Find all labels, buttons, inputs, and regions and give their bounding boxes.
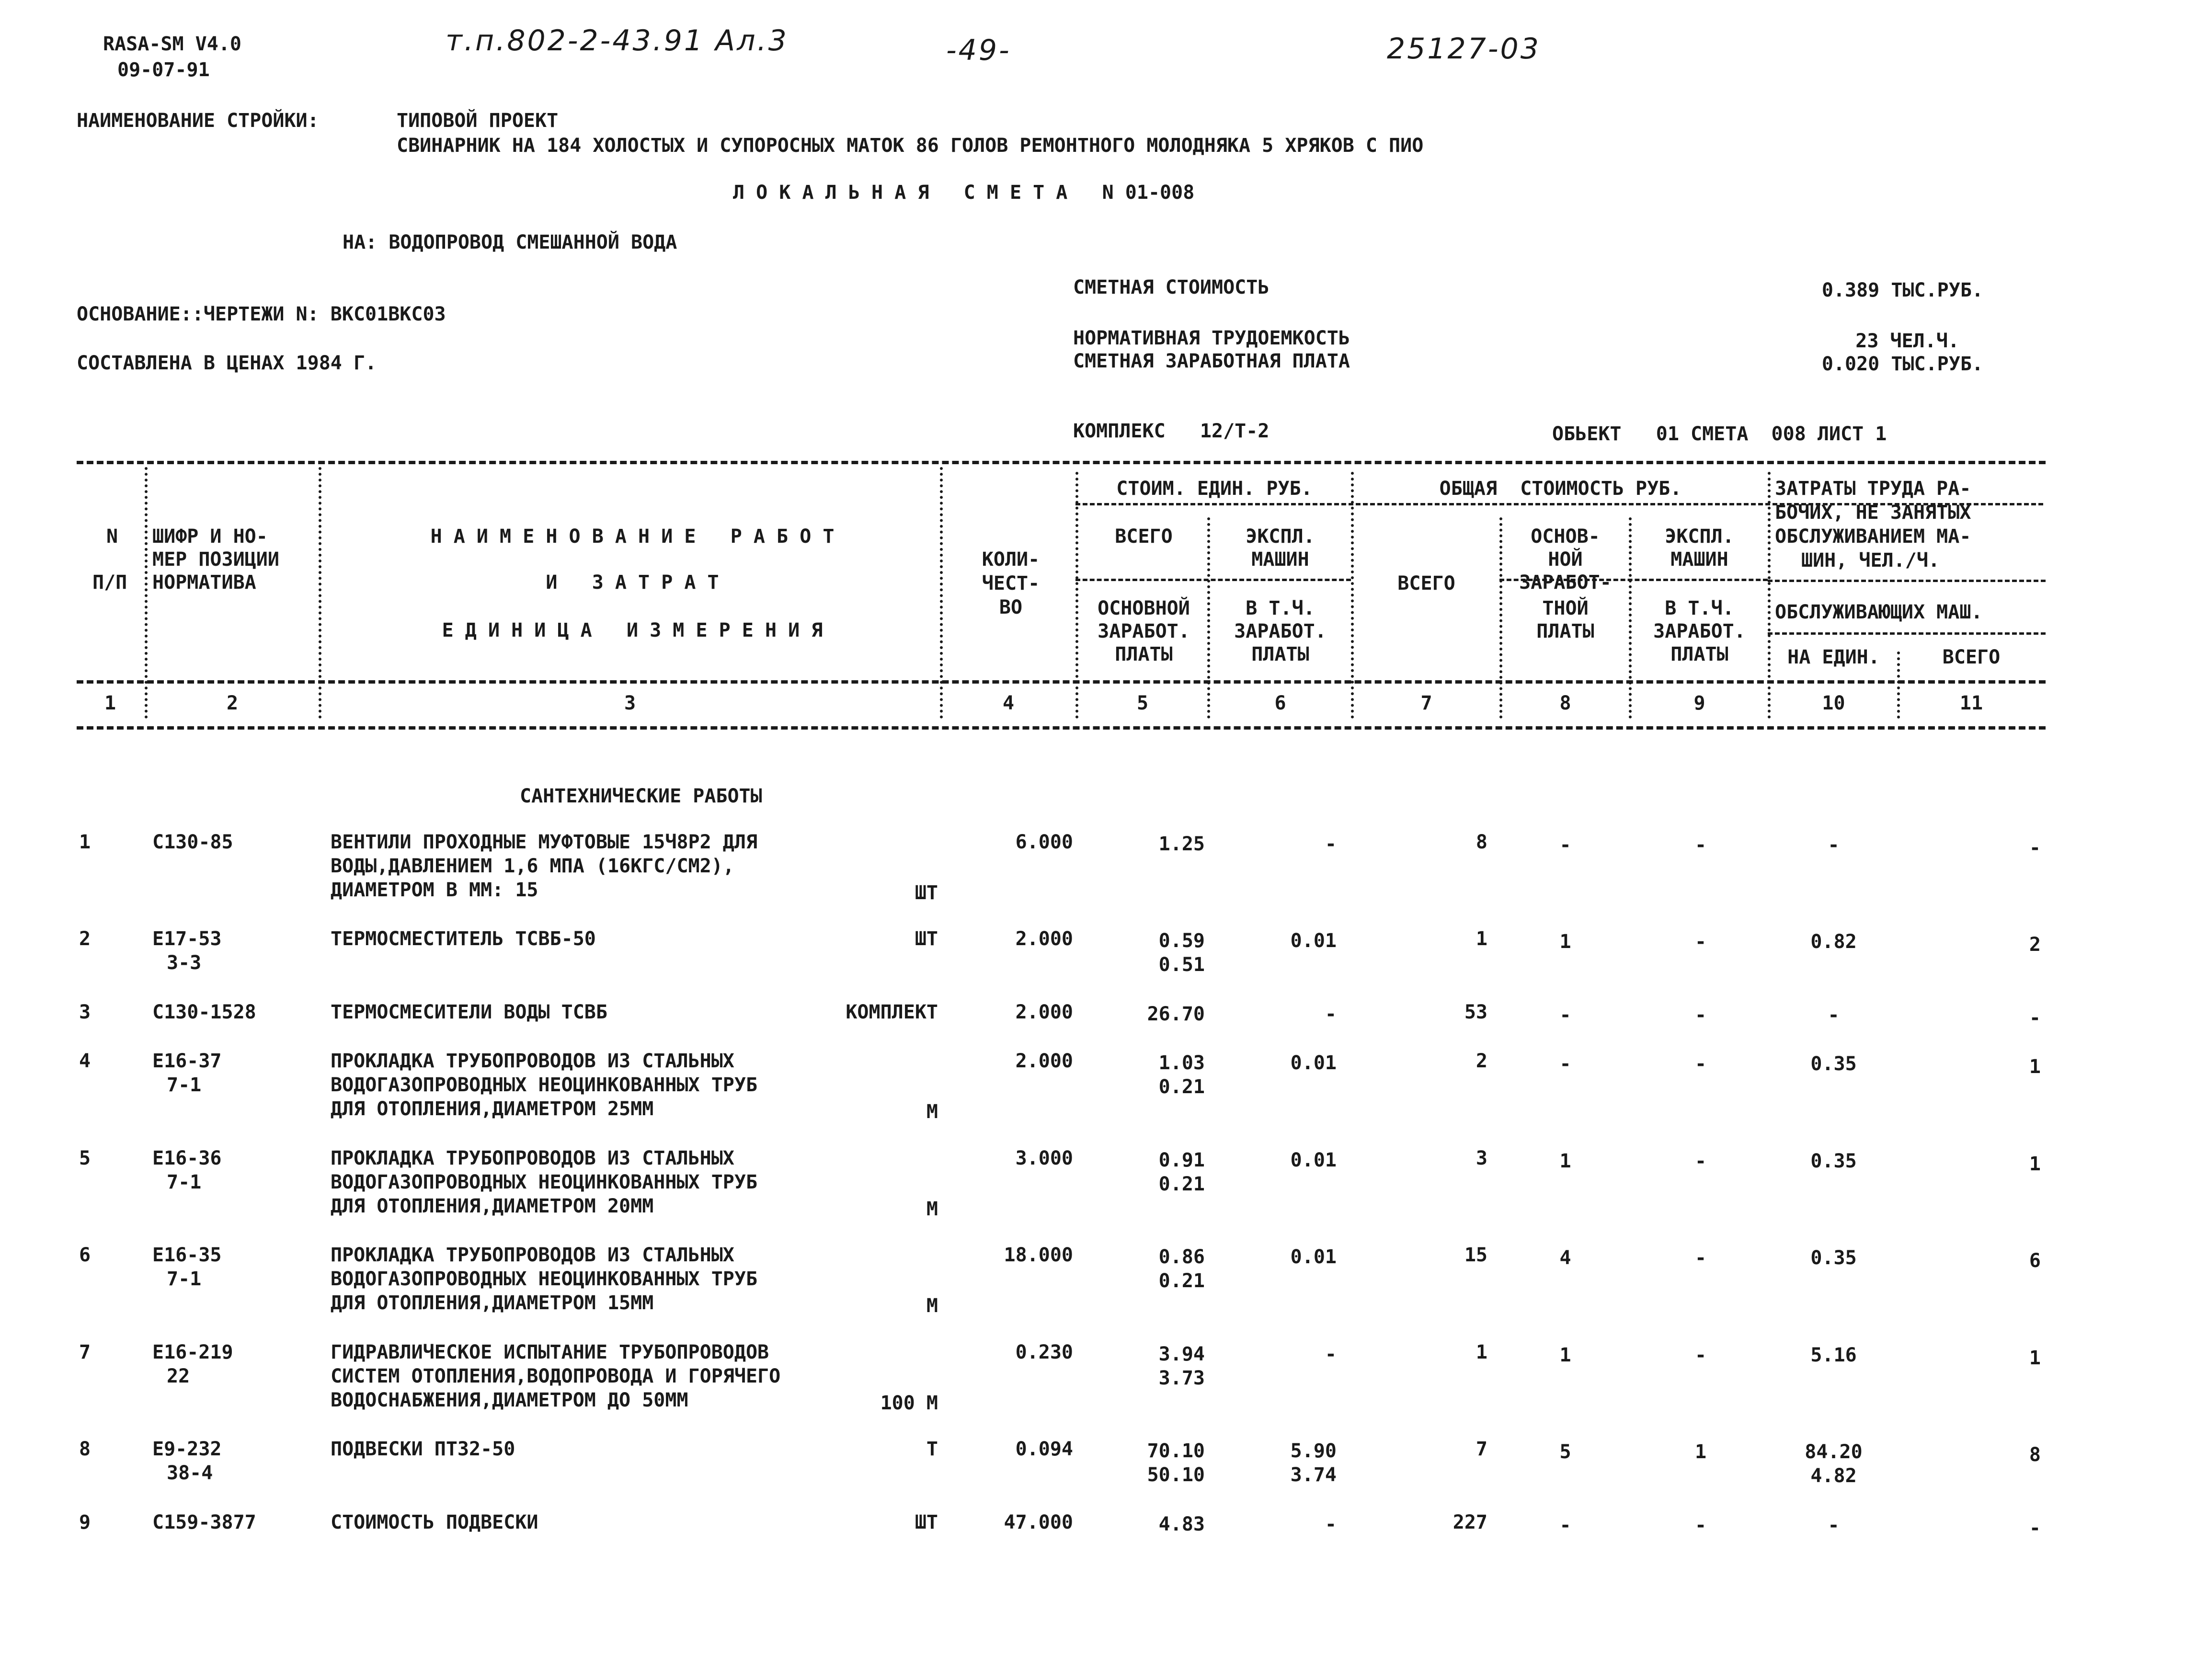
row-labor-total: 6	[2029, 1250, 2041, 1272]
col-number: 2	[226, 692, 239, 714]
row-number: 9	[79, 1511, 91, 1533]
object-sheet-info: ОБЬЕКТ 01 СМЕТА 008 ЛИСТ 1	[1552, 423, 1887, 445]
col3-header-line: Е Д И Н И Ц А И З М Е Р Е Н И Я	[442, 619, 823, 641]
col-number: 9	[1693, 692, 1705, 714]
col9-header-line: ПЛАТЫ	[1670, 643, 1728, 665]
col-sep	[1768, 472, 1771, 719]
col-number: 10	[1822, 692, 1845, 714]
row-machine-total: -	[1694, 1150, 1707, 1172]
col5-header-line: ВСЕГО	[1115, 526, 1173, 548]
row-total-cost: 8	[1475, 831, 1487, 853]
row-quantity: 6.000	[1015, 831, 1073, 853]
row-unit-cost: 3.73	[1158, 1367, 1205, 1389]
row-base-wage: 5	[1559, 1441, 1571, 1463]
col4-header-line: ЧЕСТ-	[982, 572, 1040, 594]
row-quantity: 2.000	[1015, 1050, 1073, 1072]
estimated-cost-label: СМЕТНАЯ СТОИМОСТЬ	[1073, 276, 1270, 298]
col-number: 1	[104, 692, 116, 714]
col-sep	[319, 467, 321, 719]
row-unit-cost: 1.03	[1158, 1052, 1205, 1074]
row-number: 3	[79, 1001, 91, 1023]
row-name: ДИАМЕТРОМ В ММ: 15	[331, 879, 538, 901]
row-total-cost: 227	[1453, 1511, 1487, 1533]
col6-header-line: ЭКСПЛ.	[1246, 526, 1315, 548]
row-code: Е9-232	[152, 1438, 222, 1460]
row-labor-per-unit: 0.35	[1810, 1150, 1857, 1172]
row-unit: Т	[926, 1438, 938, 1460]
col3-header-line: И З А Т Р А Т	[546, 571, 719, 594]
row-name: ДЛЯ ОТОПЛЕНИЯ,ДИАМЕТРОМ 15ММ	[331, 1292, 654, 1314]
row-labor-per-unit: 0.82	[1810, 931, 1857, 953]
row-labor-per-unit: -	[1828, 1004, 1840, 1026]
col2-header-line: НОРМАТИВА	[152, 571, 256, 594]
row-code: 7-1	[167, 1171, 202, 1193]
row-name: СТОИМОСТЬ ПОДВЕСКИ	[331, 1511, 538, 1533]
col79-group-header: ОБЩАЯ СТОИМОСТЬ РУБ.	[1439, 478, 1682, 500]
row-unit-cost: 0.51	[1158, 954, 1205, 976]
document-title: Л О К А Л Ь Н А Я С М Е Т А N 01-008	[733, 182, 1195, 204]
col-number: 8	[1559, 692, 1571, 714]
row-quantity: 18.000	[1004, 1244, 1073, 1266]
col5-header-line: ПЛАТЫ	[1115, 643, 1173, 665]
row-machine-total: 1	[1694, 1441, 1707, 1463]
col-number: 3	[624, 692, 636, 714]
row-unit-cost: 0.21	[1158, 1173, 1205, 1195]
row-unit-cost: 0.91	[1158, 1149, 1205, 1171]
row-name: ВОДОГАЗОПРОВОДНЫХ НЕОЦИНКОВАННЫХ ТРУБ	[331, 1268, 758, 1290]
col3-header-line: Н А И М Е Н О В А Н И Е Р А Б О Т	[430, 526, 835, 548]
row-labor-per-unit: -	[1828, 834, 1840, 856]
row-labor-total: 8	[2029, 1444, 2041, 1466]
row-machine-cost: 3.74	[1290, 1464, 1337, 1486]
col9-header-line: ЗАРАБОТ.	[1653, 620, 1746, 642]
row-unit: М	[926, 1295, 938, 1317]
row-unit-cost: 26.70	[1147, 1003, 1205, 1025]
row-name: ВОДЫ,ДАВЛЕНИЕМ 1,6 МПА (16КГС/СМ2),	[331, 855, 734, 877]
row-name: ДЛЯ ОТОПЛЕНИЯ,ДИАМЕТРОМ 25ММ	[331, 1098, 654, 1120]
row-unit-cost: 0.21	[1158, 1076, 1205, 1098]
row-name: ВЕНТИЛИ ПРОХОДНЫЕ МУФТОВЫЕ 15Ч8Р2 ДЛЯ	[331, 831, 758, 853]
row-machine-total: -	[1694, 931, 1707, 953]
row-machine-cost: -	[1325, 833, 1337, 855]
table-top-rule	[77, 461, 2046, 464]
col9-header-line: ЭКСПЛ.	[1665, 526, 1734, 548]
row-code: 38-4	[167, 1462, 213, 1484]
col1011-header-line: БОЧИХ, НЕ ЗАНЯТЫХ	[1775, 502, 1971, 524]
row-base-wage: 1	[1559, 1150, 1571, 1172]
row-name: ВОДОГАЗОПРОВОДНЫХ НЕОЦИНКОВАННЫХ ТРУБ	[331, 1171, 758, 1193]
row-machine-cost: 5.90	[1290, 1440, 1337, 1462]
row-total-cost: 7	[1475, 1438, 1487, 1460]
row-total-cost: 15	[1464, 1244, 1487, 1266]
col4-header-line: ВО	[999, 596, 1023, 618]
row-machine-cost: 0.01	[1290, 930, 1337, 952]
project-code-handwritten: т.п.802-2-43.91 Ал.3	[446, 24, 789, 57]
row-machine-cost: -	[1325, 1343, 1337, 1365]
col1011-header-line: ШИН, ЧЕЛ./Ч.	[1801, 549, 1940, 571]
program-version: RASA-SM V4.0	[103, 33, 241, 55]
col1-header-line: N	[106, 526, 118, 548]
col1-header-line: П/П	[92, 571, 127, 594]
row-unit: ШТ	[915, 882, 938, 904]
col6-header-line: ЗАРАБОТ.	[1234, 620, 1327, 642]
col10-header: НА ЕДИН.	[1787, 646, 1880, 668]
page-number-handwritten: -49-	[946, 34, 1011, 67]
complex-code: КОМПЛЕКС 12/Т-2	[1073, 420, 1270, 442]
row-labor-total: -	[2029, 1007, 2041, 1029]
col-sep	[1075, 472, 1078, 719]
row-unit-cost: 1.25	[1158, 833, 1205, 855]
row-code: 7-1	[167, 1074, 202, 1096]
row-quantity: 0.230	[1015, 1341, 1073, 1363]
row-unit-cost: 4.83	[1158, 1513, 1205, 1535]
col7-header: ВСЕГО	[1397, 572, 1455, 594]
row-unit-cost: 0.86	[1158, 1246, 1205, 1268]
row-labor-per-unit: -	[1828, 1514, 1840, 1536]
row-machine-cost: 0.01	[1290, 1246, 1337, 1268]
col2-header-line: ШИФР И НО-	[152, 526, 268, 548]
col-number: 5	[1136, 692, 1149, 714]
row-unit: М	[926, 1101, 938, 1123]
row-code: Е16-219	[152, 1341, 233, 1363]
row-base-wage: -	[1559, 1004, 1571, 1026]
header-subrule	[1075, 579, 1351, 581]
wage-label: СМЕТНАЯ ЗАРАБОТНАЯ ПЛАТА	[1073, 350, 1350, 372]
row-unit-cost: 3.94	[1158, 1343, 1205, 1365]
row-name: ВОДОСНАБЖЕНИЯ,ДИАМЕТРОМ ДО 50ММ	[331, 1389, 688, 1411]
row-name: ТЕРМОСМЕСТИТЕЛЬ ТСВБ-50	[331, 928, 596, 950]
numbers-bottom-rule	[77, 726, 2046, 730]
row-name: ПРОКЛАДКА ТРУБОПРОВОДОВ ИЗ СТАЛЬНЫХ	[331, 1050, 734, 1072]
col2-header-line: МЕР ПОЗИЦИИ	[152, 549, 279, 571]
col8-header-line: ТНОЙ	[1542, 597, 1589, 619]
basis-line: ОСНОВАНИЕ::ЧЕРТЕЖИ N: ВКС01ВКС03	[77, 303, 446, 325]
col6-header-line: МАШИН	[1251, 549, 1309, 571]
row-base-wage: -	[1559, 1053, 1571, 1075]
row-number: 5	[79, 1147, 91, 1169]
row-machine-cost: -	[1325, 1513, 1337, 1535]
header-bottom-rule	[77, 680, 2046, 684]
row-code: С130-85	[152, 831, 233, 853]
row-machine-cost: 0.01	[1290, 1052, 1337, 1074]
col-sep	[1351, 472, 1354, 719]
row-code: С159-3877	[152, 1511, 256, 1533]
col11-header: ВСЕГО	[1942, 646, 2001, 668]
row-base-wage: 4	[1559, 1247, 1571, 1269]
row-unit: М	[926, 1198, 938, 1220]
col8-header-line: ЗАРАБОТ-	[1519, 571, 1612, 594]
row-labor-per-unit: 5.16	[1810, 1344, 1857, 1366]
price-level-line: СОСТАВЛЕНА В ЦЕНАХ 1984 Г.	[77, 352, 377, 374]
col9-header-line: МАШИН	[1670, 549, 1728, 571]
row-unit: 100 М	[880, 1392, 938, 1414]
row-machine-cost: 0.01	[1290, 1149, 1337, 1171]
col-number: 11	[1959, 692, 1983, 714]
row-total-cost: 53	[1464, 1001, 1487, 1023]
col-number: 4	[1002, 692, 1015, 714]
row-number: 7	[79, 1341, 91, 1363]
row-quantity: 2.000	[1015, 1001, 1073, 1023]
row-unit: КОМПЛЕКТ	[846, 1001, 938, 1023]
col8-header-line: НОЙ	[1548, 549, 1583, 571]
row-number: 4	[79, 1050, 91, 1072]
col-sep	[145, 467, 148, 719]
row-base-wage: 1	[1559, 1344, 1571, 1366]
construction-label: НАИМЕНОВАНИЕ СТРОЙКИ:	[77, 110, 319, 132]
row-code: С130-1528	[152, 1001, 256, 1023]
row-quantity: 47.000	[1004, 1511, 1073, 1533]
wage-value: 0.020 ТЫС.РУБ.	[1821, 353, 1983, 375]
row-labor-per-unit: 84.20	[1805, 1441, 1863, 1463]
row-quantity: 3.000	[1015, 1147, 1073, 1169]
col6-header-line: ПЛАТЫ	[1251, 643, 1309, 665]
row-unit-cost: 70.10	[1147, 1440, 1205, 1462]
row-labor-total: -	[2029, 1517, 2041, 1539]
row-base-wage: -	[1559, 1514, 1571, 1536]
col1011-header-line: ЗАТРАТЫ ТРУДА РА-	[1775, 478, 1971, 500]
col8-header-line: ОСНОВ-	[1531, 526, 1600, 548]
col6-header-line: В Т.Ч.	[1246, 597, 1315, 619]
row-machine-total: -	[1694, 1004, 1707, 1026]
row-number: 8	[79, 1438, 91, 1460]
row-labor-per-unit: 4.82	[1810, 1465, 1857, 1487]
row-quantity: 2.000	[1015, 928, 1073, 950]
col56-group-header: СТОИМ. ЕДИН. РУБ.	[1116, 478, 1313, 500]
row-unit: ШТ	[915, 1511, 938, 1533]
construction-description: СВИНАРНИК НА 184 ХОЛОСТЫХ И СУПОРОСНЫХ МАТОК 86 ГОЛОВ РЕМОНТНОГО МОЛОДНЯКА 5 ХРЯКОВ С ПИО	[397, 135, 1424, 157]
row-labor-total: 1	[2029, 1153, 2041, 1175]
col-sep	[940, 467, 943, 719]
row-name: ПРОКЛАДКА ТРУБОПРОВОДОВ ИЗ СТАЛЬНЫХ	[331, 1244, 734, 1266]
print-date: 09-07-91	[117, 59, 210, 81]
estimated-cost-value: 0.389 ТЫС.РУБ.	[1821, 279, 1983, 301]
row-number: 6	[79, 1244, 91, 1266]
row-labor-total: 1	[2029, 1056, 2041, 1078]
col-number: 6	[1274, 692, 1286, 714]
row-code: 7-1	[167, 1268, 202, 1290]
row-base-wage: -	[1559, 834, 1571, 856]
header-subrule	[1768, 580, 2046, 582]
row-labor-per-unit: 0.35	[1810, 1247, 1857, 1269]
row-code: Е16-37	[152, 1050, 222, 1072]
col-sep	[1207, 517, 1210, 719]
row-labor-total: 2	[2029, 934, 2041, 956]
row-name: ВОДОГАЗОПРОВОДНЫХ НЕОЦИНКОВАННЫХ ТРУБ	[331, 1074, 758, 1096]
col9-header-line: В Т.Ч.	[1665, 597, 1734, 619]
col5-header-line: ОСНОВНОЙ	[1098, 597, 1190, 619]
row-code: Е17-53	[152, 928, 222, 950]
col-sep	[1629, 517, 1632, 719]
labor-intensity-value: 23 ЧЕЛ.Ч.	[1855, 330, 1959, 352]
estimate-for: НА: ВОДОПРОВОД СМЕШАННОЙ ВОДА	[343, 231, 677, 253]
row-name: ПОДВЕСКИ ПТ32-50	[331, 1438, 515, 1460]
doc-number-handwritten: 25127-03	[1387, 32, 1541, 66]
row-code: 3-3	[167, 952, 202, 974]
section-heading: САНТЕХНИЧЕСКИЕ РАБОТЫ	[520, 785, 762, 807]
row-total-cost: 2	[1475, 1050, 1487, 1072]
row-name: ГИДРАВЛИЧЕСКОЕ ИСПЫТАНИЕ ТРУБОПРОВОДОВ	[331, 1341, 769, 1363]
row-unit-cost: 0.59	[1158, 930, 1205, 952]
col8-header-line: ПЛАТЫ	[1536, 620, 1594, 642]
row-code: Е16-36	[152, 1147, 222, 1169]
row-machine-total: -	[1694, 1247, 1707, 1269]
row-number: 1	[79, 831, 91, 853]
row-total-cost: 1	[1475, 928, 1487, 950]
col5-header-line: ЗАРАБОТ.	[1098, 620, 1190, 642]
row-total-cost: 3	[1475, 1147, 1487, 1169]
col-number: 7	[1420, 692, 1432, 714]
col1011-header-line: ОБСЛУЖИВАНИЕМ МА-	[1775, 526, 1971, 548]
row-number: 2	[79, 928, 91, 950]
row-machine-total: -	[1694, 834, 1707, 856]
row-machine-total: -	[1694, 1514, 1707, 1536]
row-name: ПРОКЛАДКА ТРУБОПРОВОДОВ ИЗ СТАЛЬНЫХ	[331, 1147, 734, 1169]
row-labor-total: 1	[2029, 1347, 2041, 1369]
row-name: ТЕРМОСМЕСИТЕЛИ ВОДЫ ТСВБ	[331, 1001, 607, 1023]
row-machine-total: -	[1694, 1053, 1707, 1075]
row-labor-total: -	[2029, 837, 2041, 859]
col4-header-line: КОЛИ-	[982, 549, 1040, 571]
row-quantity: 0.094	[1015, 1438, 1073, 1460]
row-unit-cost: 50.10	[1147, 1464, 1205, 1486]
col1011-service-header: ОБСЛУЖИВАЮЩИХ МАШ.	[1775, 601, 1983, 623]
col-sep	[1499, 517, 1502, 719]
row-machine-cost: -	[1325, 1003, 1337, 1025]
row-unit-cost: 0.21	[1158, 1270, 1205, 1292]
row-name: ДЛЯ ОТОПЛЕНИЯ,ДИАМЕТРОМ 20ММ	[331, 1195, 654, 1217]
row-base-wage: 1	[1559, 931, 1571, 953]
row-total-cost: 1	[1475, 1341, 1487, 1363]
row-labor-per-unit: 0.35	[1810, 1053, 1857, 1075]
row-unit: ШТ	[915, 928, 938, 950]
row-name: СИСТЕМ ОТОПЛЕНИЯ,ВОДОПРОВОДА И ГОРЯЧЕГО	[331, 1365, 781, 1387]
construction-value: ТИПОВОЙ ПРОЕКТ	[397, 110, 559, 132]
row-code: Е16-35	[152, 1244, 222, 1266]
labor-intensity-label: НОРМАТИВНАЯ ТРУДОЕМКОСТЬ	[1073, 327, 1350, 349]
row-machine-total: -	[1694, 1344, 1707, 1366]
row-code: 22	[167, 1365, 190, 1387]
header-subrule	[1768, 632, 2046, 635]
